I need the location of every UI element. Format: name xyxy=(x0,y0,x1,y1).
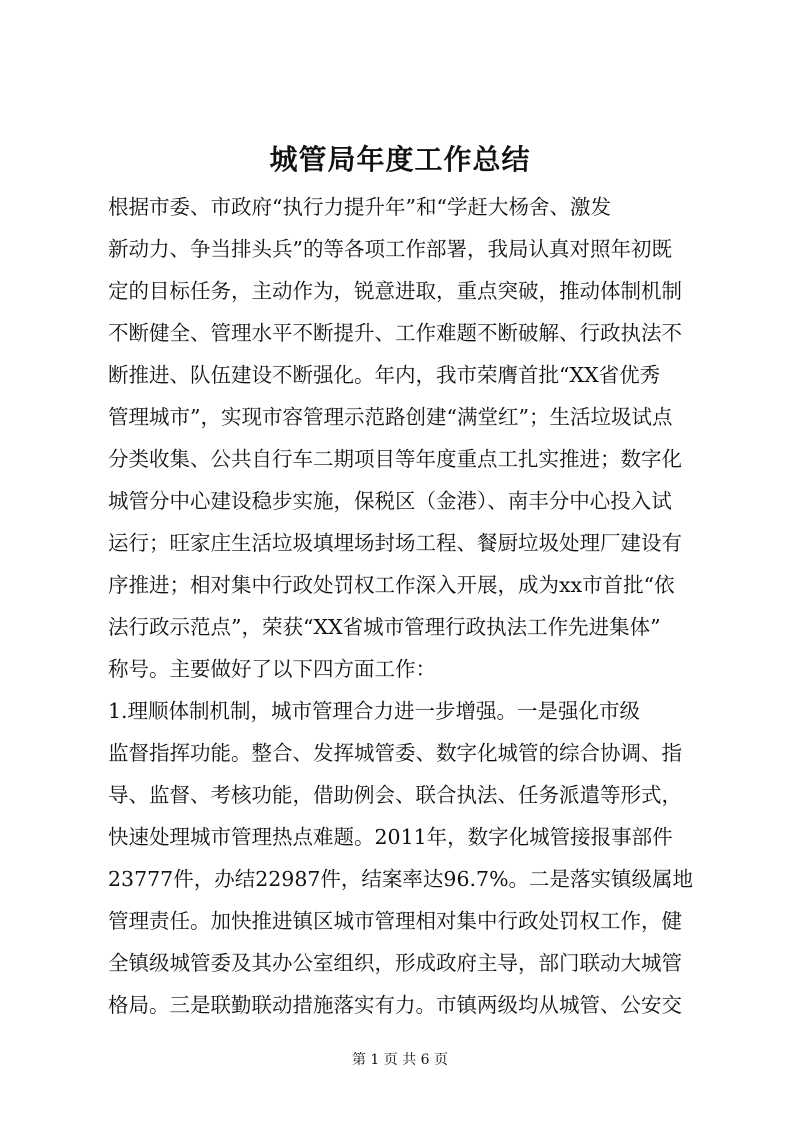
body-line: 城管分中心建设稳步实施，保税区（金港）、南丰分中心投入试 xyxy=(108,489,672,513)
document-title: 城管局年度工作总结 xyxy=(269,143,531,176)
body-line: 分类收集、公共自行车二期项目等年度重点工扎实推进；数字化 xyxy=(108,447,682,471)
page-number: 第 1 页 共 6 页 xyxy=(351,1052,449,1068)
body-line: 1.理顺体制机制，城市管理合力进一步增强。一是强化市级 xyxy=(108,699,641,723)
body-line: 断推进、队伍建设不断强化。年内，我市荣膺首批“XX省优秀 xyxy=(108,363,661,387)
body-line: 23777件，办结22987件，结案率达96.7%。二是落实镇级属地 xyxy=(108,867,694,891)
body-line: 快速处理城市管理热点难题。2011年，数字化城管接报事部件 xyxy=(108,825,673,849)
body-line: 不断健全、管理水平不断提升、工作难题不断破解、行政执法不 xyxy=(108,321,682,345)
body-line: 格局。三是联勤联动措施落实有力。市镇两级均从城管、公安交 xyxy=(108,993,682,1017)
body-line: 监督指挥功能。整合、发挥城管委、数字化城管的综合协调、指 xyxy=(108,741,682,765)
body-line: 导、监督、考核功能，借助例会、联合执法、任务派遣等形式， xyxy=(108,783,682,807)
body-line: 管理城市”，实现市容管理示范路创建“满堂红”；生活垃圾试点 xyxy=(108,405,673,429)
body-line: 全镇级城管委及其办公室组织，形成政府主导，部门联动大城管 xyxy=(108,951,682,975)
body-line: 管理责任。加快推进镇区城市管理相对集中行政处罚权工作，健 xyxy=(108,909,682,933)
body-line: 定的目标任务，主动作为，锐意进取，重点突破，推动体制机制 xyxy=(108,279,682,303)
body-line: 序推进；相对集中行政处罚权工作深入开展，成为xx市首批“依 xyxy=(108,573,675,597)
body-line: 称号。主要做好了以下四方面工作： xyxy=(108,657,436,681)
body-line: 法行政示范点”，荣获“XX省城市管理行政执法工作先进集体” xyxy=(108,615,661,639)
body-line: 新动力、争当排头兵”的等各项工作部署，我局认真对照年初既 xyxy=(108,237,672,261)
body-line: 运行；旺家庄生活垃圾填埋场封场工程、餐厨垃圾处理厂建设有 xyxy=(108,531,682,555)
body-line: 根据市委、市政府“执行力提升年”和“学赶大杨舍、激发 xyxy=(108,195,611,219)
